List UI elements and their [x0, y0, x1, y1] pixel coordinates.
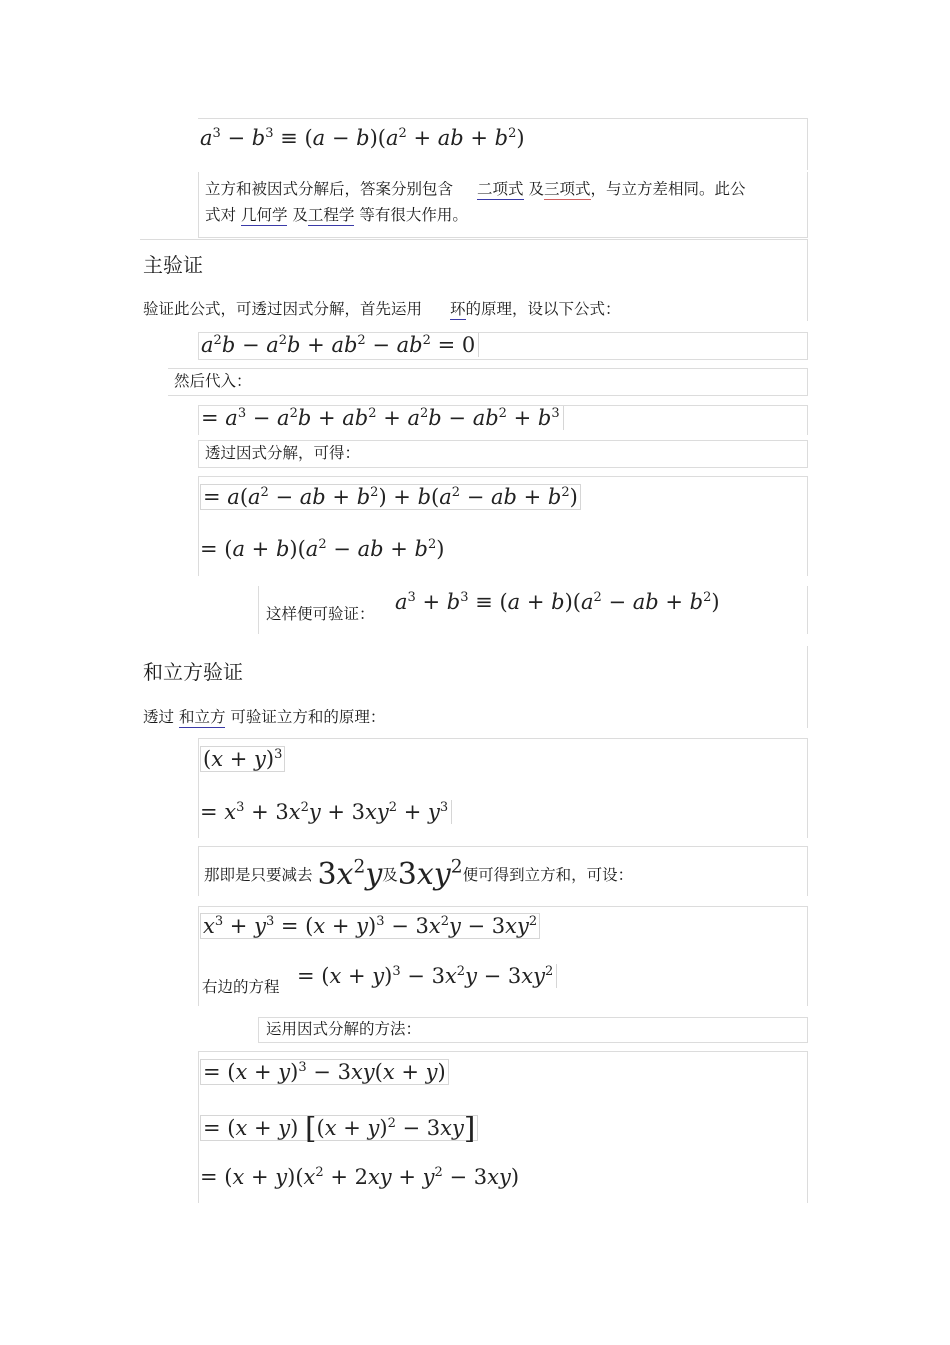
- text-verified-label: 这样便可验证：: [266, 605, 375, 623]
- text-then-substitute: 然后代入：: [174, 372, 252, 390]
- formula-setup: [200, 914, 540, 938]
- formula-right-side: = $(x + y)^3 - 3x^2y - 3xy^2$: [297, 964, 557, 988]
- formula-frame: = $(x + y)^3 - 3xy(x + y)$: [200, 1059, 449, 1085]
- link-binomial[interactable]: 二项式: [477, 180, 524, 198]
- link-engineering[interactable]: 工程学: [307, 206, 355, 224]
- conjunction: 及: [382, 866, 398, 884]
- formula-sum-of-cubes: $a^3 + b^3 \equiv (a + b)(a^2$ − ab + $b^2$): [395, 589, 720, 614]
- formula-difference-of-cubes: $a^3 - b^3 \equiv (a - b)(a^2$ + ab + $b^2$): [200, 125, 525, 150]
- paragraph-line-2: [205, 202, 468, 228]
- text-method: 运用因式分解的方法：: [266, 1020, 422, 1038]
- link-ring[interactable]: 环: [450, 300, 466, 318]
- text-subtract: [204, 856, 634, 892]
- subtract-text: 那即是只要减去: [204, 866, 313, 884]
- formula-frame: = $a(a^2$ − ab + $b^2) + b(a^2$ − ab + $b^2$): [200, 484, 581, 510]
- link-trinomial[interactable]: 三项式: [543, 180, 591, 198]
- paragraph-text: ，与立方差相同。此公: [590, 180, 746, 198]
- formula-factor-2: = $(a + b)(a^2$ − ab + $b^2$): [200, 536, 445, 561]
- term-3xy2: $3xy^2$: [397, 856, 463, 892]
- paragraph-text: 式对: [205, 206, 237, 224]
- conjunction: 及: [292, 206, 308, 224]
- formula-method-3: = $(x + y)(x^2 + 2xy + y^2 - 3xy)$: [200, 1164, 520, 1189]
- intro-main: [143, 296, 621, 322]
- text-right-side: 右边的方程: [202, 978, 280, 996]
- paragraph-text: 立方和被因式分解后，答案分别包含: [205, 180, 454, 198]
- intro-text: 可验证立方和的原理：: [230, 708, 386, 726]
- term-3x2y: $3x^2y$: [317, 856, 383, 892]
- formula-frame: $x^3 + y^3 = (x + y)^3 - 3x^2y - 3xy^2$: [200, 913, 540, 939]
- intro-text: 透过: [143, 708, 175, 726]
- conjunction: 及: [528, 180, 544, 198]
- formula-frame: $(x + y)^3$: [200, 746, 285, 772]
- heading-main-verification: 主验证: [143, 253, 203, 277]
- formula-substitution: = $a^3 - a^2b + ab^2 + a^2b - ab^2 + b^3$: [201, 406, 564, 430]
- intro-text: 验证此公式，可透过因式分解，首先运用: [143, 300, 423, 318]
- formula-method-2: [200, 1111, 478, 1145]
- link-cube-of-sum[interactable]: 和立方: [178, 708, 226, 726]
- formula-zero-sum: $a^2b - a^2b + ab^2 - ab^2 = 0$: [201, 333, 479, 357]
- subtract-text: 便可得到立方和，可设：: [462, 866, 634, 884]
- intro-cube: [143, 704, 385, 730]
- text-box-then: [168, 368, 808, 396]
- formula-factor-1: [200, 485, 581, 509]
- paragraph-line-1: [205, 176, 746, 202]
- formula-frame: = (x + y) $[(x + y)^2 - 3xy]$: [200, 1115, 478, 1141]
- text-via-factoring: 透过因式分解，可得：: [205, 444, 361, 462]
- formula-method-1: [200, 1060, 449, 1084]
- formula-expansion: = $x^3 + 3x^2y + 3xy^2 + y^3$: [200, 800, 452, 824]
- formula-cube: [200, 747, 285, 771]
- paragraph-text: 等有很大作用。: [359, 206, 468, 224]
- heading-cube-verification: 和立方验证: [143, 660, 243, 684]
- intro-text: 的原理，设以下公式：: [465, 300, 621, 318]
- link-geometry[interactable]: 几何学: [240, 206, 288, 224]
